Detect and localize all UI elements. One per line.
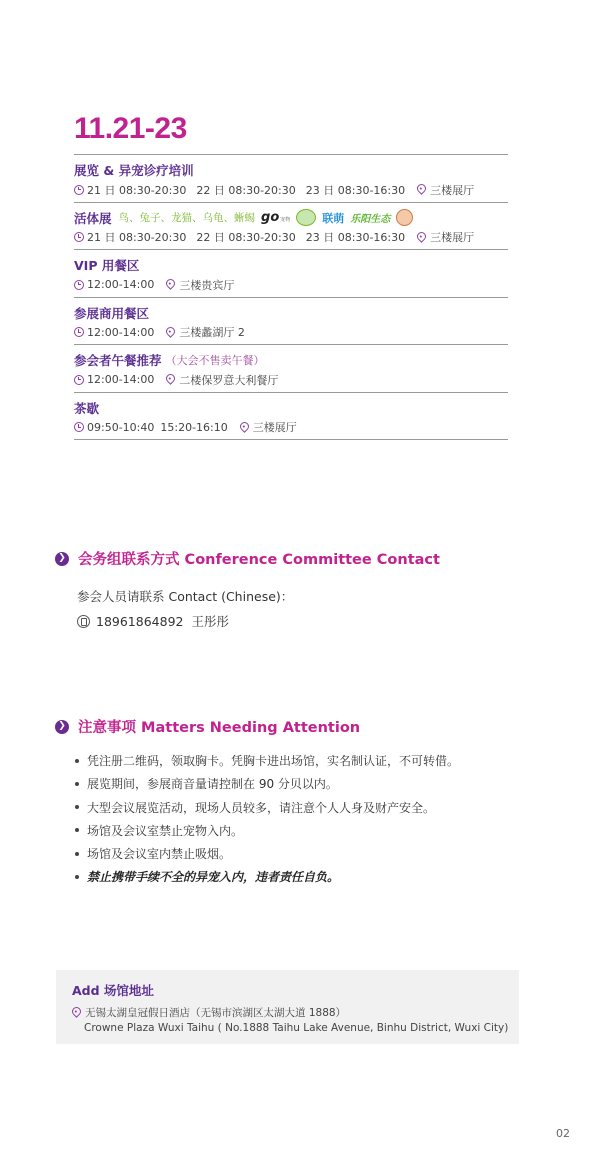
- contact-heading: [55, 548, 440, 569]
- schedule-row-live-animal: [74, 203, 508, 251]
- go-logo-icon: go宠物: [261, 210, 291, 225]
- schedule-row-exhibition: [74, 155, 508, 203]
- matters-heading-text: 注意事项 Matters Needing Attention: [78, 720, 361, 736]
- date-range-title: 11.21-23: [74, 112, 187, 145]
- schedule-row-attendee-lunch: [74, 345, 508, 393]
- contact-label: 参会人员请联系 Contact (Chinese)：: [77, 589, 294, 604]
- schedule-row-exhibitor-dining: [74, 298, 508, 346]
- schedule-location: 三楼展厅: [430, 183, 475, 197]
- matters-heading: [55, 716, 360, 737]
- clock-icon: [74, 185, 84, 195]
- schedule-time: 23 日 08:30-16:30: [305, 183, 406, 197]
- schedule-row-title: 参会者午餐推荐: [74, 353, 162, 368]
- leyang-logo-icon: 乐阳生态: [350, 214, 391, 225]
- location-pin-icon: [415, 230, 428, 243]
- schedule-row-title: VIP 用餐区: [74, 258, 140, 273]
- schedule-location: 三楼展厅: [252, 421, 297, 434]
- list-item: 凭注册二维码，领取胸卡。凭胸卡进出场馆，实名制认证，不可转借。: [75, 752, 459, 775]
- schedule-location: 二楼保罗意大利餐厅: [179, 373, 279, 387]
- location-pin-icon: [165, 325, 178, 338]
- schedule-row-vip-dining: [74, 250, 508, 298]
- schedule-note: （大会不售卖午餐）: [165, 354, 265, 367]
- address-en: Crowne Plaza Wuxi Taihu ( No.1888 Taihu Lake Avenue, Binhu District, Wuxi City): [84, 1021, 509, 1034]
- matters-list: [75, 752, 459, 892]
- chevron-right-icon: ❯: [55, 552, 69, 566]
- mascot-logo-icon: [296, 209, 316, 226]
- contact-phone[interactable]: 18961864892: [96, 613, 184, 629]
- schedule-row-title: 茶歇: [74, 400, 100, 416]
- clock-icon: [74, 280, 84, 290]
- schedule-time: 15:20-16:10: [160, 420, 228, 434]
- schedule-time: 09:50-10:40: [87, 420, 155, 434]
- contact-phone-row: [77, 612, 229, 630]
- clock-icon: [74, 375, 84, 385]
- schedule-time: 23 日 08:30-16:30: [305, 231, 406, 244]
- page-number: 02: [556, 1127, 570, 1140]
- contact-person: 王彤彤: [191, 614, 229, 629]
- schedule-row-title: 参展商用餐区: [74, 305, 150, 321]
- location-pin-icon: [165, 372, 178, 385]
- schedule-row-title: 展览 & 异宠诊疗培训: [74, 163, 194, 178]
- location-pin-icon: [238, 420, 251, 433]
- location-pin-icon: [165, 277, 178, 290]
- address-cn: 无锡太湖皇冠假日酒店（无锡市滨湖区太湖大道 1888）: [85, 1007, 347, 1019]
- location-pin-icon: [415, 182, 428, 195]
- schedule-time: 21 日 08:30-20:30: [87, 231, 187, 244]
- clock-icon: [74, 422, 84, 432]
- schedule-table: [74, 154, 508, 440]
- species-list: 鸟、兔子、龙猫、乌龟、蜥蜴: [118, 212, 256, 224]
- contact-heading-text: 会务组联系方式 Conference Committee Contact: [78, 552, 440, 568]
- schedule-time: 12:00-14:00: [87, 325, 155, 339]
- list-item: 展览期间，参展商音量请控制在 90 分贝以内。: [75, 775, 459, 798]
- schedule-time: 12:00-14:00: [87, 278, 155, 291]
- schedule-time: 21 日 08:30-20:30: [87, 183, 187, 197]
- lianmeng-logo-icon: 联萌: [322, 211, 345, 225]
- phone-icon: [77, 615, 90, 628]
- schedule-time: 22 日 08:30-20:30: [196, 231, 296, 244]
- clock-icon: [74, 327, 84, 337]
- character-logo-icon: [396, 209, 413, 226]
- list-item: 场馆及会议室禁止宠物入内。: [75, 822, 459, 845]
- schedule-time: 12:00-14:00: [87, 373, 155, 386]
- schedule-location: 三楼蠡湖厅 2: [179, 326, 245, 339]
- list-item-emphasis: 禁止携带手续不全的异宠入内，违者责任自负。: [75, 868, 459, 891]
- schedule-location: 三楼展厅: [430, 231, 475, 244]
- list-item: 大型会议展览活动，现场人员较多，请注意个人人身及财产安全。: [75, 799, 459, 822]
- schedule-row-title: 活体展: [74, 210, 112, 226]
- list-item: 场馆及会议室内禁止吸烟。: [75, 845, 459, 868]
- clock-icon: [74, 232, 84, 242]
- location-pin-icon: [70, 1005, 83, 1018]
- schedule-time: 22 日 08:30-20:30: [196, 183, 296, 197]
- chevron-right-icon: ❯: [55, 720, 69, 734]
- address-title: Add 场馆地址: [72, 983, 154, 998]
- schedule-location: 三楼贵宾厅: [179, 278, 235, 292]
- schedule-row-tea-break: [74, 393, 508, 441]
- address-box: [56, 970, 519, 1044]
